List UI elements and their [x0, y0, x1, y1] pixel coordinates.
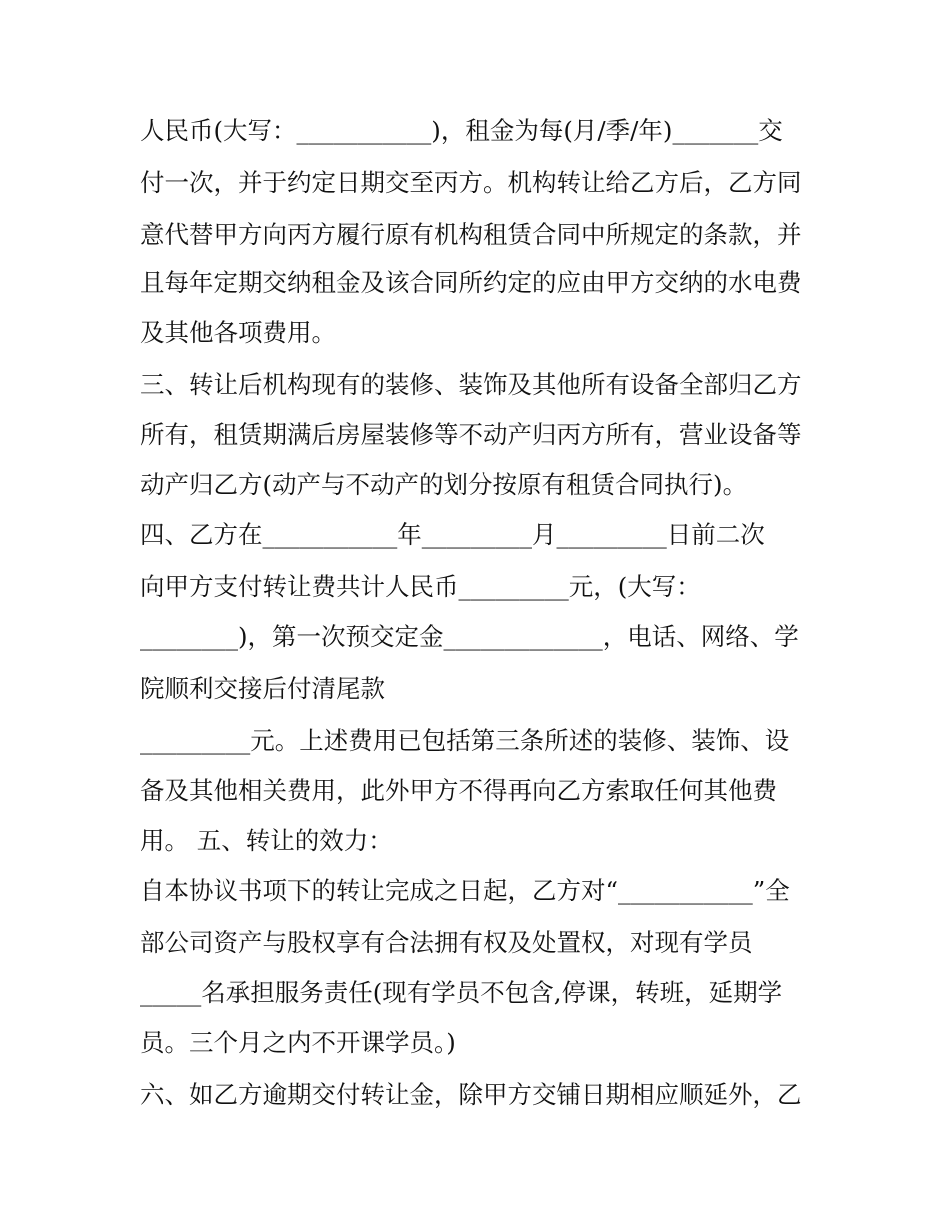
- text-line: 付一次，并于约定日期交至丙方。机构转让给乙方后，乙方同: [140, 168, 802, 197]
- text-line: _____名承担服务责任(现有学员不包含,停课，转班，延期学: [140, 978, 783, 1007]
- text-line: 院顺利交接后付清尾款: [140, 674, 385, 703]
- text-line: ________)，第一次预交定金_____________，电话、网络、学: [140, 622, 799, 651]
- text-line: 且每年定期交纳租金及该合同所约定的应由甲方交纳的水电费: [140, 268, 802, 297]
- text-line: _________元。上述费用已包括第三条所述的装修、装饰、设: [140, 726, 790, 755]
- text-line: 六、如乙方逾期交付转让金，除甲方交铺日期相应顺延外，乙: [140, 1080, 802, 1109]
- text-line: 四、乙方在___________年_________月_________日前二次: [140, 520, 765, 549]
- text-line: 用。 五、转让的效力：: [140, 826, 393, 855]
- text-line: 所有，租赁期满后房屋装修等不动产归丙方所有，营业设备等: [140, 420, 802, 449]
- text-line: 员。三个月之内不开课学员。): [140, 1028, 456, 1057]
- text-line: 及其他各项费用。: [140, 318, 336, 347]
- text-line: 意代替甲方向丙方履行原有机构租赁合同中所规定的条款，并: [140, 220, 802, 249]
- text-line: 自本协议书项下的转让完成之日起，乙方对“___________”全: [140, 876, 790, 905]
- text-line: 人民币(大写：___________)，租金为每(月/季/年)_______交: [140, 116, 783, 145]
- text-line: 动产归乙方(动产与不动产的划分按原有租赁合同执行)。: [140, 470, 748, 499]
- text-line: 向甲方支付转让费共计人民币_________元，(大写：: [140, 572, 701, 601]
- text-line: 三、转让后机构现有的装修、装饰及其他所有设备全部归乙方: [140, 370, 802, 399]
- text-line: 备及其他相关费用，此外甲方不得再向乙方索取任何其他费: [140, 776, 777, 805]
- text-line: 部公司资产与股权享有合法拥有权及处置权，对现有学员: [140, 928, 753, 957]
